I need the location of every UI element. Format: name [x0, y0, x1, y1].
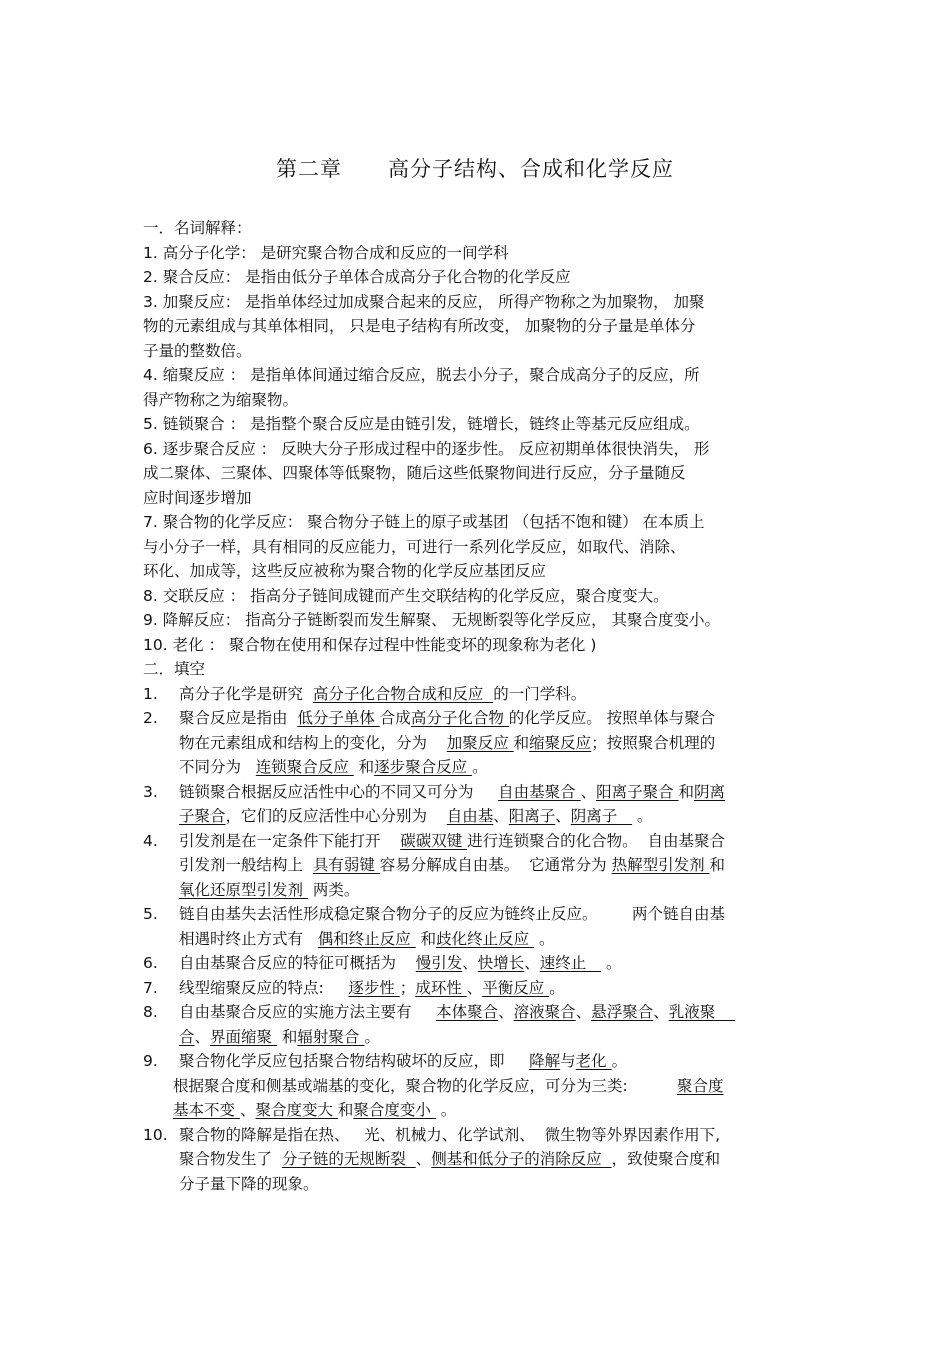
chapter-number: 第二章 [276, 157, 342, 181]
text-segment: 进行连锁聚合的化合物。 自由基聚合 [467, 831, 726, 850]
text-segment: 聚合反应是指由 [179, 709, 298, 727]
definition-line: 成二聚体、三聚体、四聚体等低聚物，随后这些低聚物间进行反应，分子量随反 [143, 464, 686, 482]
answer-blank: 辐射聚合 [297, 1027, 365, 1046]
text-segment: 不同分为 [179, 758, 256, 776]
fill-blank-item [143, 682, 808, 707]
definition-line: 子量的整数倍。 [143, 341, 252, 360]
text-segment: 。 [601, 954, 622, 972]
answer-blank: 歧化终止反应 [436, 929, 535, 948]
definition-line: 10. 老化 ： 聚合物在使用和保存过程中性能变坏的现象称为老化 ) [143, 635, 597, 654]
document-body [143, 216, 808, 1196]
text-segment: 聚合物发生了 [179, 1150, 282, 1168]
text-segment: 引发剂一般结构上 [179, 856, 313, 874]
answer-blank: 氧化还原型引发剂 [179, 880, 308, 899]
answer-blank: 热解型引发剂 [611, 856, 710, 874]
answer-blank: 悬浮聚合 [591, 1003, 654, 1021]
item-number: 4. [143, 831, 158, 850]
text-line [143, 1098, 808, 1123]
text-line [179, 1000, 808, 1025]
text-segment: ； [399, 978, 416, 997]
text-segment: ，它们的反应活性中心分别为 [225, 807, 447, 825]
answer-blank: 阳离子 [508, 807, 556, 825]
definition-line: 应时间逐步增加 [143, 488, 252, 507]
text-segment: 。 [534, 929, 555, 948]
answer-blank: 分子链的无规断裂 [281, 1150, 416, 1168]
text-segment: 与 [560, 1052, 576, 1070]
answer-blank: 加聚反应 [446, 733, 514, 752]
item-number: 1. [143, 684, 158, 703]
text-line [179, 927, 808, 952]
text-segment: 自由基聚合反应的实施方法主要有 [179, 1003, 437, 1021]
answer-blank: 界面缩聚 [210, 1027, 277, 1046]
text-segment: 和 [276, 1027, 298, 1046]
text-line [179, 682, 808, 707]
item-number: 2. [143, 709, 158, 727]
text-segment: 两类。 [307, 880, 360, 899]
definition-line: 9. 降解反应： 指高分子链断裂而发生解聚、 无规断裂等化学反应， 其聚合度变小。 [143, 611, 720, 629]
text-segment: 、 [555, 807, 571, 825]
item-text [179, 1049, 808, 1074]
item-text [179, 706, 808, 780]
item-text [179, 829, 808, 903]
text-segment: 链锁聚合根据反应活性中心的不同又可分为 [179, 782, 499, 801]
text-segment: 链自由基失去活性形成稳定聚合物分子的反应为链终止反应。 两个链自由基 [179, 905, 725, 923]
text-segment: 、 [524, 954, 540, 972]
fill-blanks-list [143, 682, 808, 1197]
text-segment: ；按照聚合机理的 [591, 733, 716, 752]
text-segment: 、 [466, 978, 483, 997]
answer-blank: 快增长 [477, 954, 525, 972]
text-line [179, 951, 808, 976]
answer-blank: 高分子化合物 [410, 709, 509, 727]
text-segment: 、 [415, 1150, 432, 1168]
text-segment: 。 [435, 1101, 457, 1119]
definition-line: 5. 链锁聚合 ： 是指整个聚合反应是由链引发，链增长，链终止等基元反应组成。 [143, 415, 700, 433]
text-line [179, 804, 808, 829]
answer-blank: 合 [179, 1027, 195, 1046]
item-text [179, 976, 808, 1001]
definition-line: 环化、加成等，这些反应被称为聚合物的化学反应基团反应 [143, 562, 547, 580]
answer-blank: 低分子单体 [297, 709, 380, 727]
item-number: 9. [143, 1052, 158, 1070]
answer-blank: 聚合度变大 [255, 1101, 338, 1119]
answer-blank: 阳离子聚合 [596, 782, 679, 801]
text-segment: 和 [353, 758, 375, 776]
text-segment: 高分子化学是研究 [179, 684, 313, 703]
definition-line: 6. 逐步聚合反应 ： 反映大分子形成过程中的逐步性。 反应初期单体很快消失， 形 [143, 439, 710, 458]
answer-blank: 老化 [575, 1052, 612, 1070]
item-number: 7. [143, 978, 158, 997]
text-segment: 。 [549, 978, 565, 997]
answer-blank: 溶液聚合 [513, 1003, 576, 1021]
text-segment: 聚合物的降解是指在热、 光、机械力、化学试剂、 微生物等外界因素作用下, [179, 1125, 721, 1144]
text-segment: 引发剂是在一定条件下能打开 [179, 831, 401, 850]
text-line [179, 1123, 808, 1148]
item-text [179, 682, 808, 707]
text-segment: 线型缩聚反应的特点: [179, 978, 349, 997]
text-line [179, 1147, 808, 1172]
text-segment: 、 [653, 1003, 669, 1021]
text-line [179, 976, 808, 1001]
text-segment: 。 [632, 807, 653, 825]
text-line [179, 1049, 808, 1074]
text-segment: 根据聚合度和侧基或端基的变化，聚合物的化学反应，可分为三类: [173, 1076, 677, 1095]
text-segment: 和 [709, 856, 726, 874]
text-line [179, 1172, 808, 1197]
answer-blank: 自由基 [446, 807, 494, 825]
text-segment: 容易分解成自由基。 它通常分为 [379, 856, 612, 874]
text-segment: 聚合物化学反应包括聚合物结构破坏的反应，即 [179, 1052, 530, 1070]
item-text [179, 780, 808, 829]
text-segment: 和 [337, 1101, 354, 1119]
text-segment: 、 [194, 1027, 211, 1046]
text-line [179, 878, 808, 903]
text-segment: 和 [415, 929, 437, 948]
section-heading-fill-blanks: 二．填空 [143, 660, 206, 678]
definition-line: 8. 交联反应 ： 指高分子链间成键而产生交联结构的化学反应，聚合度变大。 [143, 586, 669, 605]
text-segment: 、 [575, 1003, 592, 1021]
text-line [179, 706, 808, 731]
fill-blank-item [143, 902, 808, 951]
answer-blank: 逐步聚合反应 [374, 758, 473, 776]
answer-blank: 平衡反应 [482, 978, 550, 997]
answer-blank: 乳液聚 [668, 1003, 735, 1021]
section-heading-definitions: 一．名词解释： [143, 219, 252, 237]
definition-line: 与小分子一样，具有相同的反应能力，可进行一系列化学反应，如取代、消除、 [143, 537, 686, 556]
answer-blank: 基本不变 [173, 1101, 240, 1119]
text-segment: 。 [364, 1027, 380, 1046]
answer-blank: 阴离 [694, 782, 726, 801]
definition-line: 7. 聚合物的化学反应： 聚合物分子链上的原子或基团 （包括不饱和键） 在本质上 [143, 513, 705, 531]
text-segment: 、 [462, 954, 478, 972]
item-text [179, 902, 808, 951]
item-text [179, 951, 808, 976]
text-segment: 和 [513, 733, 530, 752]
text-segment: 的化学反应。 按照单体与聚合 [508, 709, 716, 727]
definition-line: 4. 缩聚反应 ： 是指单体间通过缩合反应，脱去小分子，聚合成高分子的反应，所 [143, 366, 700, 384]
answer-blank: 自由基聚合 [498, 782, 581, 801]
item-number: 5. [143, 905, 158, 923]
answer-blank: 高分子化合物合成和反应 [312, 684, 494, 703]
text-line [179, 731, 808, 756]
definition-line: 得产物称之为缩聚物。 [143, 390, 299, 409]
text-segment: 的一门学科。 [493, 684, 587, 703]
answer-blank: 本体聚合 [436, 1003, 499, 1021]
fill-blank-item [143, 780, 808, 829]
answer-blank: 侧基和低分子的消除反应 [431, 1150, 612, 1168]
text-segment: 合成 [379, 709, 411, 727]
text-segment: 。 [472, 758, 488, 776]
fill-blank-item [143, 1123, 808, 1197]
chapter-name: 高分子结构、合成和化学反应 [388, 157, 674, 181]
item-number: 3. [143, 782, 158, 801]
answer-blank: 聚合度变小 [353, 1101, 436, 1119]
definition-line: 3. 加聚反应： 是指单体经过加成聚合起来的反应， 所得产物称之为加聚物， 加聚 [143, 292, 705, 311]
text-segment: 自由基聚合反应的特征可概括为 [179, 954, 416, 972]
item-text [179, 1000, 808, 1049]
item-number: 10. [143, 1125, 168, 1144]
answer-blank: 阴离子 [570, 807, 633, 825]
text-line [179, 780, 808, 805]
fill-blank-item [143, 1049, 808, 1074]
answer-blank: 连锁聚合反应 [255, 758, 354, 776]
answer-blank: 速终止 [539, 954, 602, 972]
answer-blank: 碳碳双键 [400, 831, 468, 850]
fill-blank-item [143, 976, 808, 1001]
answer-blank: 偶和终止反应 [317, 929, 416, 948]
answer-blank: 具有弱键 [312, 856, 380, 874]
definitions-list [143, 241, 808, 658]
text-segment: 、 [498, 1003, 514, 1021]
text-segment: ，致使聚合度和 [611, 1150, 721, 1168]
text-segment: 分子量下降的现象。 [179, 1174, 319, 1193]
definition-line: 1. 高分子化学： 是研究聚合物合成和反应的一间学科 [143, 243, 509, 262]
answer-blank: 降解 [529, 1052, 561, 1070]
text-line [143, 1074, 808, 1099]
text-segment: 、 [580, 782, 597, 801]
text-segment: 物在元素组成和结构上的变化，分为 [179, 733, 447, 752]
item-number: 6. [143, 954, 158, 972]
text-segment: 、 [493, 807, 509, 825]
answer-blank: 缩聚反应 [529, 733, 592, 752]
definition-line: 物的元素组成与其单体相同， 只是电子结构有所改变， 加聚物的分子量是单体分 [143, 317, 696, 335]
answer-blank: 慢引发 [415, 954, 463, 972]
text-segment: 相遇时终止方式有 [179, 929, 318, 948]
text-line [179, 902, 808, 927]
text-line [179, 1025, 808, 1050]
answer-blank: 子聚合 [179, 807, 226, 825]
answer-blank: 逐步性 [348, 978, 400, 997]
item-text [179, 1123, 808, 1197]
page-title [0, 153, 950, 183]
text-line [179, 755, 808, 780]
fill-blank-item [143, 1000, 808, 1049]
item-number: 8. [143, 1003, 158, 1021]
text-segment: 和 [678, 782, 695, 801]
fill-blank-item [143, 951, 808, 976]
answer-blank: 成环性 [415, 978, 467, 997]
definition-line: 2. 聚合反应： 是指由低分子单体合成高分子化合物的化学反应 [143, 268, 571, 286]
text-segment: 。 [611, 1052, 628, 1070]
text-segment: 、 [239, 1101, 256, 1119]
text-line [179, 853, 808, 878]
fill-blank-item [143, 706, 808, 780]
text-line [179, 829, 808, 854]
fill-blank-item [143, 829, 808, 903]
answer-blank: 聚合度 [677, 1076, 724, 1095]
